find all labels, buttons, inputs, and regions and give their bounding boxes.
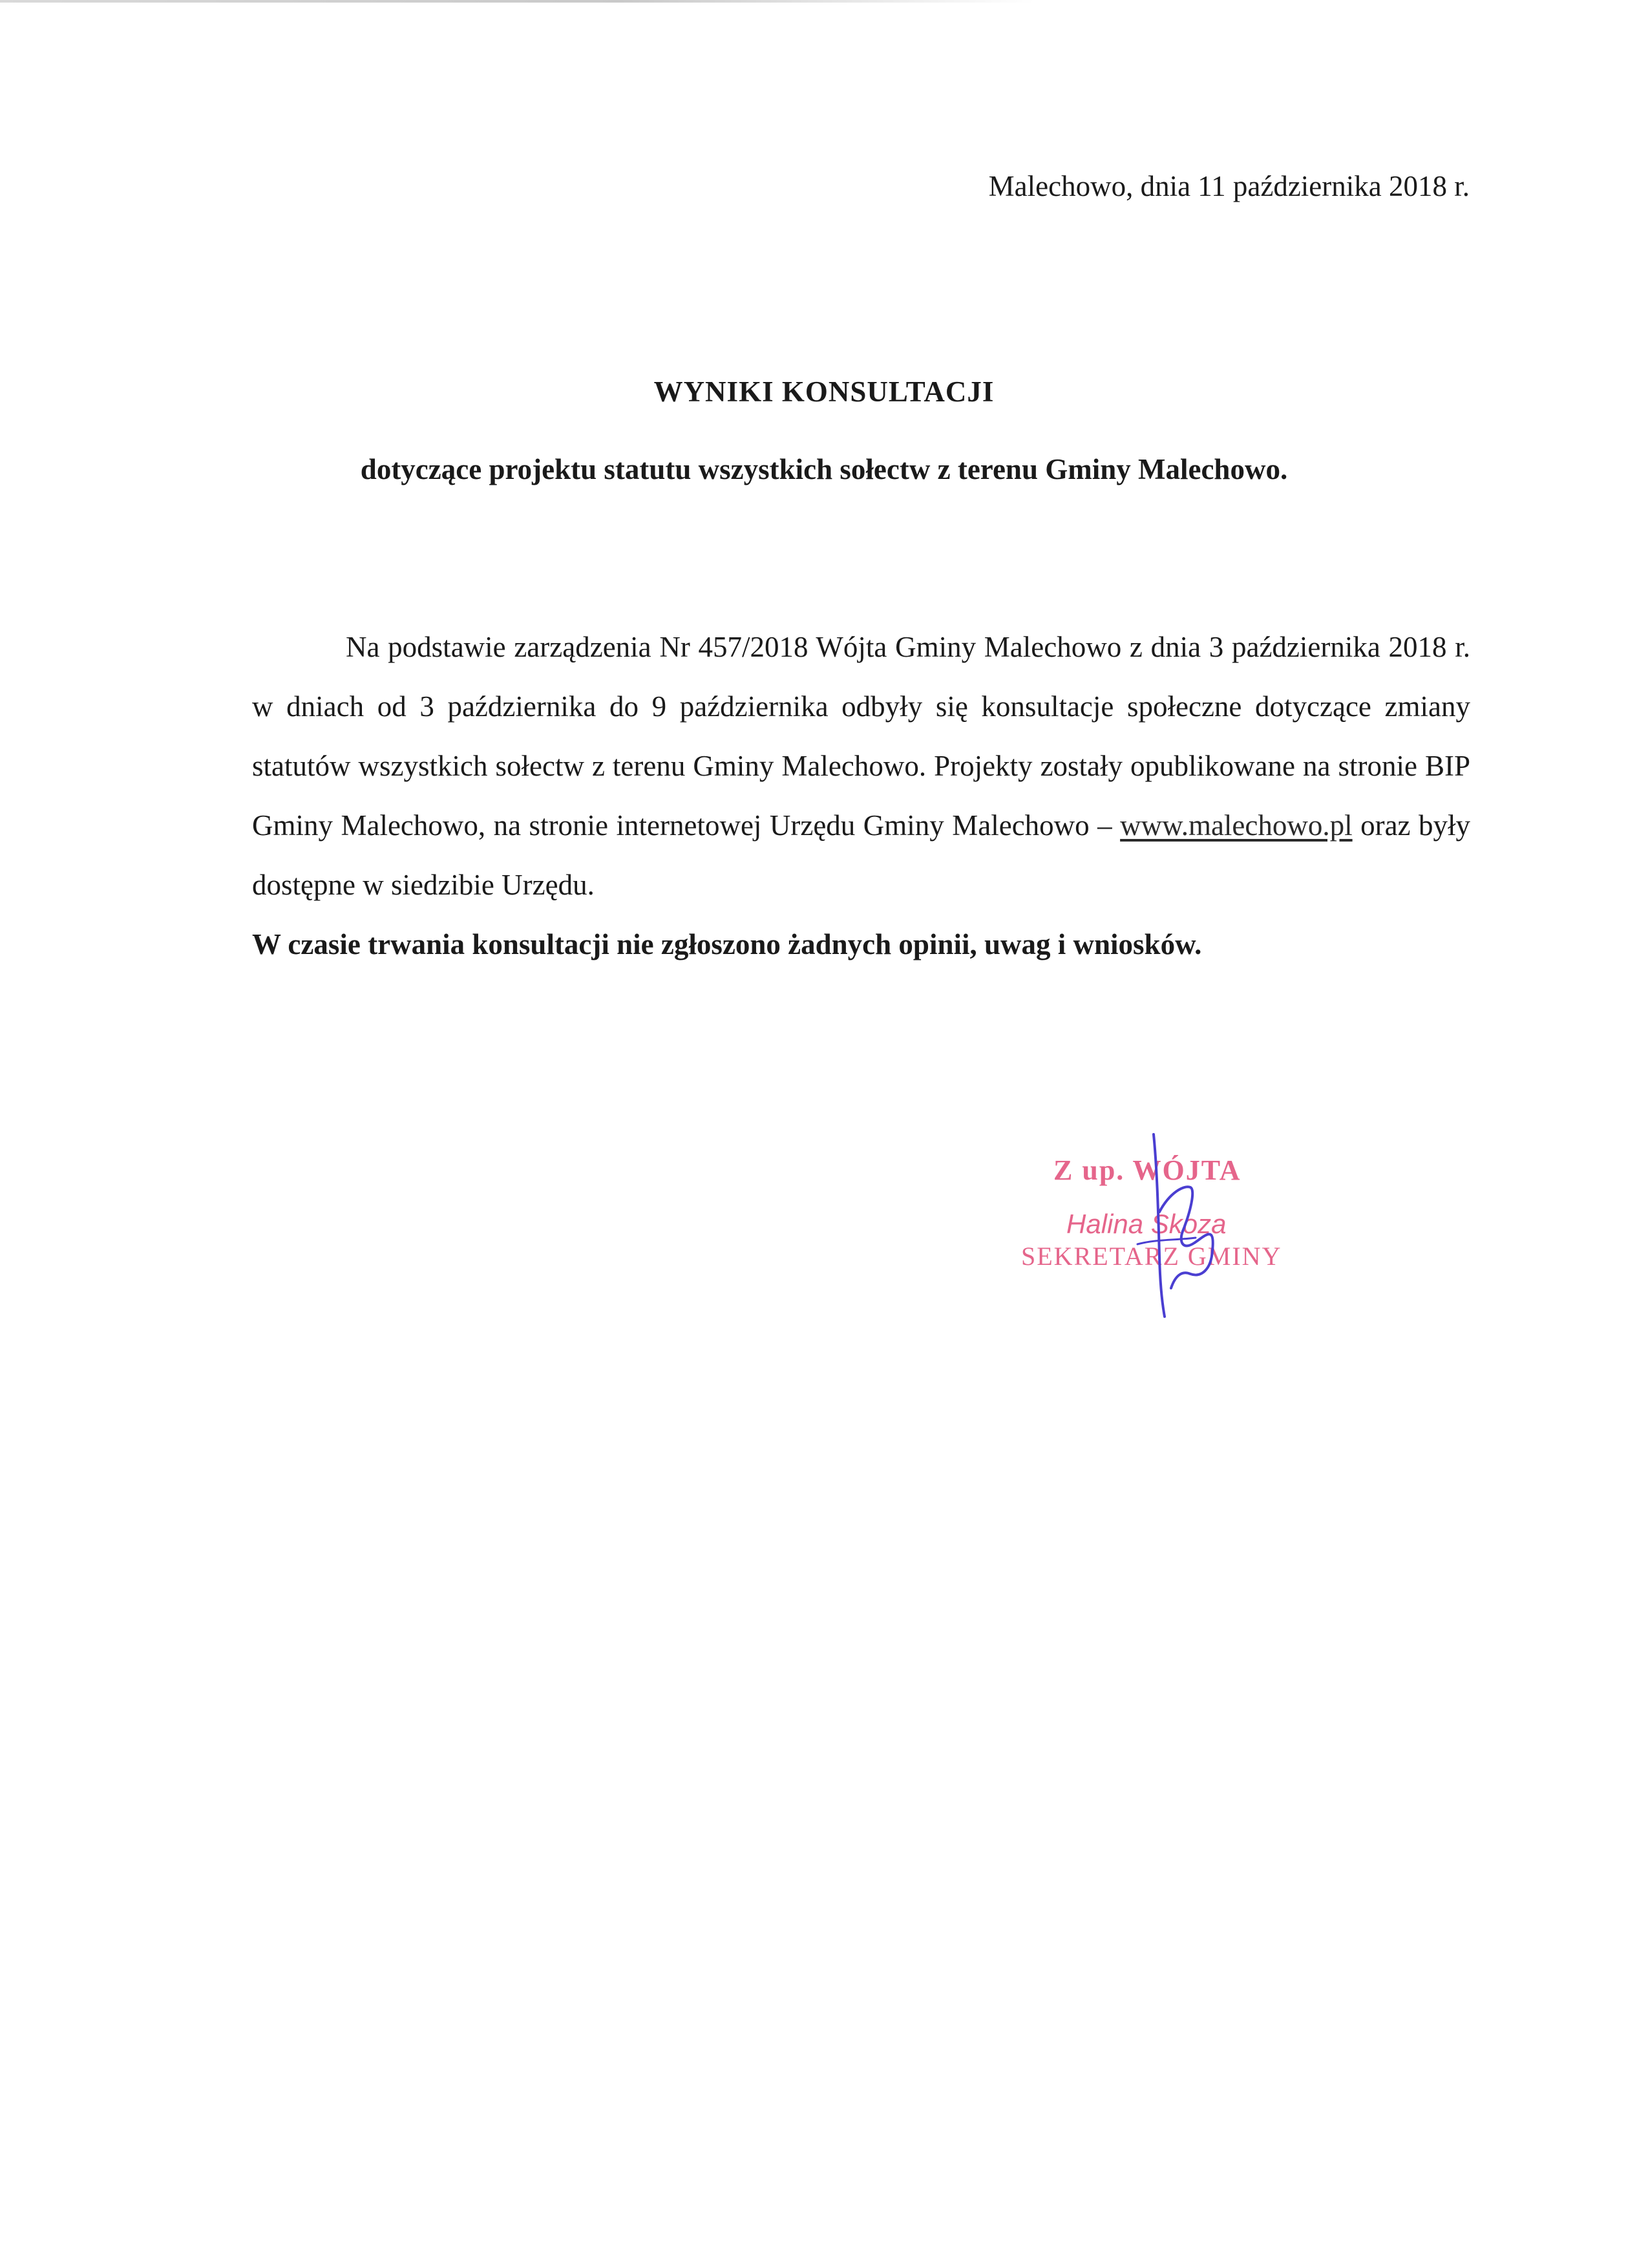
scan-edge [0,0,1034,3]
stamp-title-line: SEKRETARZ GMINY [1021,1242,1282,1271]
handwritten-signature [1021,1128,1299,1322]
document-subtitle: dotyczące projektu statutu wszystkich sołectw z terenu Gminy Malechowo. [360,453,1288,485]
date-line: Malechowo, dnia 11 października 2018 r. [988,170,1470,202]
body-paragraph [252,617,1470,915]
conclusion-statement: W czasie trwania konsultacji nie zgłoszono żadnych opinii, uwag i wniosków. [252,928,1202,960]
body-text-end: oraz były dostępne w siedzibie Urzędu. [252,809,1470,901]
stamp-name-line: Halina Skoza [1066,1209,1227,1239]
document-title: WYNIKI KONSULTACJI [653,376,995,408]
body-text-start: Na podstawie zarządzenia Nr 457/2018 Wójta Gminy Malechowo z dnia 3 października 2018 r. w dniach od 3 października do 9 października odbyły się konsultacje społeczne dotyczące zmiany statutów wszystkich sołectw z terenu Gminy Malechowo. Projekty zostały opublikowane na stronie BIP Gminy Malechowo, na stronie internetowej Urzędu Gminy Malechowo – [252,631,1470,842]
website-link[interactable]: www.malechowo.pl [1120,809,1353,842]
stamp-authority-line: Z up. WÓJTA [1053,1154,1241,1186]
official-stamp [1021,1128,1299,1322]
